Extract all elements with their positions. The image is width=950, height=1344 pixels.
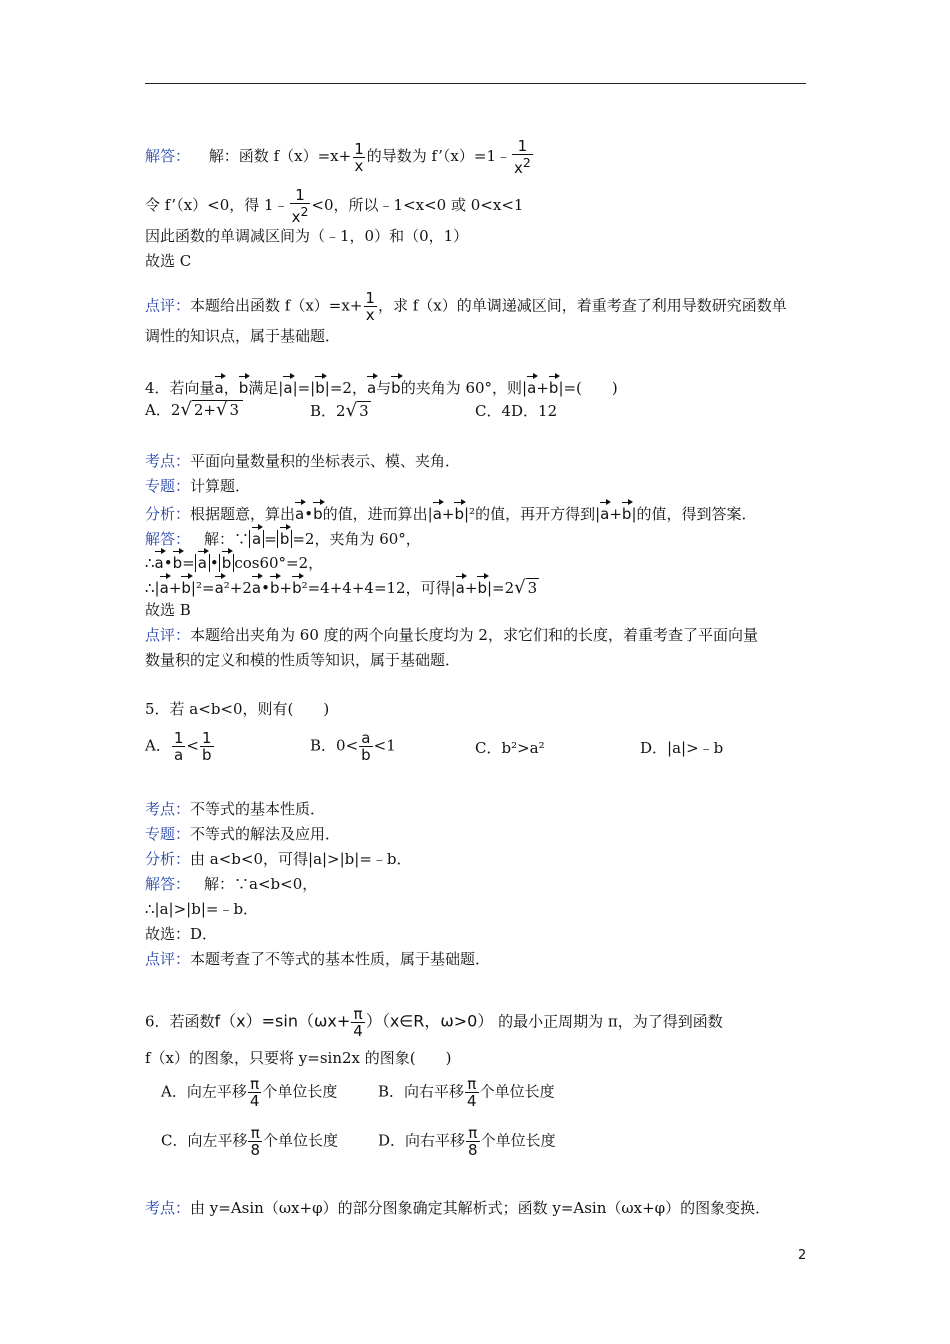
comment-label: 点评： [145, 296, 191, 315]
q5-fenxi: 分析：由 a<b<0，可得|a|>|b|=﹣b． [145, 850, 412, 868]
q4-option-c: C．4D．12 [475, 402, 558, 420]
q4-zhuanti: 专题：计算题． [145, 477, 251, 495]
answer-label: 解答： [145, 147, 191, 165]
q4-stem: 4．若向量a，b满足|a|=|b|=2，a与b的夹角为 60°，则|a+b|=( ) [145, 374, 618, 398]
q3-line3: 因此函数的单调减区间为（﹣1，0）和（0，1） [145, 227, 469, 245]
q5-option-b: B．0< $\frac{a}{b}$ <1 [310, 729, 396, 764]
q5-option-c: C．b²>a² [475, 739, 545, 757]
q3-line4: 故选 C [145, 252, 192, 270]
q6-stem-line2: f（x）的图象，只要将 y=sin2x 的图象( ) [145, 1049, 452, 1067]
q5-line3: 故选：D． [145, 925, 218, 943]
q3-answer-line: 解答： 解：函数 f（x）=x+ $\frac{1}{x}$ 的导数为 f’（x）=1﹣ $\frac{1}{x^2}$ [145, 137, 531, 177]
q4-line4: 故选 B [145, 601, 191, 619]
q4-dianping: 点评：本题给出夹角为 60 度的两个向量长度均为 2，求它们和的长度，着重考查了平面向量 [145, 626, 758, 644]
q4-options [145, 400, 243, 420]
q6-option-c: C．向左平移 $\frac{\pi}{8}$ 个单位长度 [161, 1124, 339, 1159]
q3-comment-cont: 调性的知识点，属于基础题． [145, 327, 341, 345]
q3-comment: 点评：本题给出函数 f（x）=x+ $\frac{1}{x}$ ，求 f（x）的单调递减区间，着重考查了利用导数研究函数单 [145, 289, 787, 324]
q5-line2: ∴|a|>|b|=﹣b． [145, 900, 259, 918]
q5-dianping: 点评：本题考查了不等式的基本性质，属于基础题． [145, 950, 491, 968]
q6-stem: 6．若函数f（x）=sin（ωx+ $\frac{\pi}{4}$ ）（x∈R，ω>0） 的最小正周期为 π，为了得到函数 [145, 1005, 723, 1040]
fraction-1-over-x: $\frac{1}{x}$ [365, 289, 375, 324]
q4-option-b: B．2√ 3 [310, 400, 369, 421]
vector-a: a [215, 374, 224, 398]
q4-fenxi: 分析：根据题意，算出a•b的值，进而算出|a+b|²的值，再开方得到|a+b|的值，得到答案． [145, 500, 757, 524]
fraction-1-over-x2: $\frac{1}{x^2}$ [514, 137, 531, 177]
header-rule [145, 83, 806, 84]
q4-kaodian: 考点：平面向量数量积的坐标表示、模、夹角． [145, 452, 461, 470]
q6-option-b: B．向右平移 $\frac{\pi}{4}$ 个单位长度 [378, 1075, 555, 1110]
q4-option-a: A．2√ 2+√ 3 [145, 401, 243, 419]
q6-option-a: A．向左平移 $\frac{\pi}{4}$ 个单位长度 [161, 1075, 338, 1110]
q6-kaodian: 考点：由 y=Asin（ωx+φ）的部分图象确定其解析式；函数 y=Asin（ωx+φ）的图象变换． [145, 1199, 771, 1217]
q5-kaodian: 考点：不等式的基本性质． [145, 800, 326, 818]
q5-zhuanti: 专题：不等式的解法及应用． [145, 825, 341, 843]
q5-jieda: 解答： 解：∵a<b<0， [145, 875, 318, 893]
q5-stem: 5．若 a<b<0，则有( ) [145, 700, 330, 718]
q6-option-d: D．向右平移 $\frac{\pi}{8}$ 个单位长度 [378, 1124, 556, 1159]
fraction-1-over-x2: $\frac{1}{x^2}$ [291, 186, 309, 226]
q4-line3: ∴|a+b|²=a²+2a•b+b²=4+4+4=12，可得|a+b|=2√ 3 [145, 574, 539, 598]
q4-jieda: 解答： 解：∵ a = b =2，夹角为 60°， [145, 525, 421, 549]
q4-dianping-cont: 数量积的定义和模的性质等知识，属于基础题． [145, 651, 461, 669]
vector-b: b [239, 374, 249, 398]
page-number: 2 [798, 1248, 807, 1263]
answer-text: 解：函数 f（x）=x+ [208, 147, 352, 165]
q5-option-a: A． $\frac{1}{a}$ < $\frac{1}{b}$ [145, 729, 212, 764]
q5-option-d: D．|a|>﹣b [640, 739, 724, 757]
q4-line2: ∴a•b= a • b cos60°=2， [145, 549, 323, 573]
fraction-1-over-x: $\frac{1}{x}$ [354, 139, 364, 175]
q3-line2: 令 f’（x）<0，得 1﹣ $\frac{1}{x^2}$ <0，所以﹣1<x<0 或 0<x<1 [145, 186, 524, 226]
